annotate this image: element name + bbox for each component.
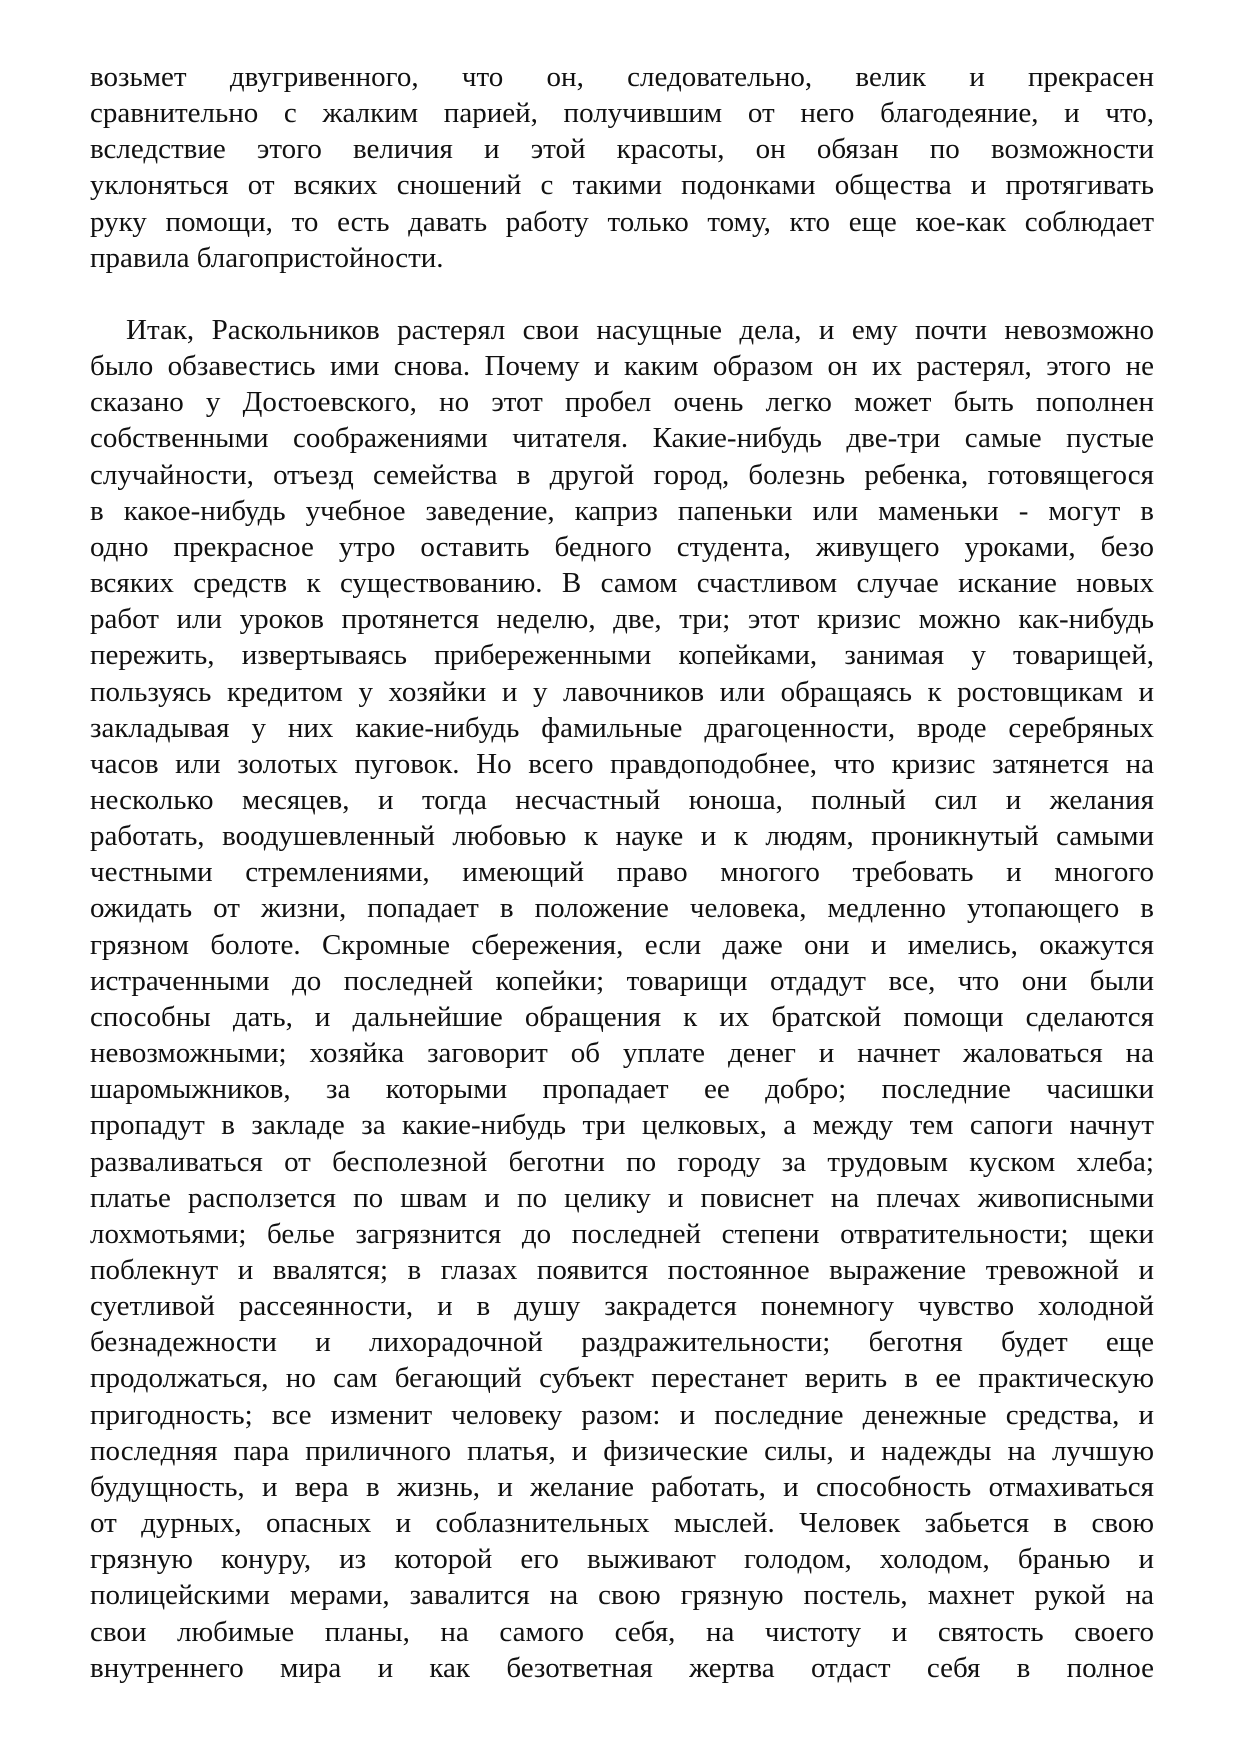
text-line: всяких средств к существованию. В самом счастливом случае искание новых (90, 567, 1154, 600)
paragraph-2 (90, 312, 1154, 1686)
text-line: руку помощи, то есть давать работу только тому, кто еще кое-как соблюдает (90, 205, 1154, 238)
text-line: честными стремлениями, имеющий право многого требовать и многого (90, 856, 1154, 889)
paragraph-gap (90, 276, 1154, 312)
text-line: полицейскими мерами, завалится на свою грязную постель, махнет рукой на (90, 1579, 1154, 1612)
text-line: свои любимые планы, на самого себя, на чистоту и святость своего (90, 1615, 1154, 1648)
text-line: платье расползется по швам и по целику и повиснет на плечах живописными (90, 1181, 1154, 1214)
text-line: одно прекрасное утро оставить бедного студента, живущего уроками, безо (90, 530, 1154, 563)
text-line: случайности, отъезд семейства в другой город, болезнь ребенка, готовящегося (90, 458, 1154, 491)
text-line: будущность, и вера в жизнь, и желание работать, и способность отмахиваться (90, 1470, 1154, 1503)
document-page (90, 59, 1154, 1686)
text-line: безнадежности и лихорадочной раздражительности; беготня будет еще (90, 1326, 1154, 1359)
text-line: вследствие этого величия и этой красоты, он обязан по возможности (90, 133, 1154, 166)
text-line: пережить, извертываясь прибереженными копейками, занимая у товарищей, (90, 639, 1154, 672)
text-line: поблекнут и ввалятся; в глазах появится постоянное выражение тревожной и (90, 1254, 1154, 1286)
text-line: было обзавестись ими снова. Почему и каким образом он их растерял, этого не (90, 350, 1154, 383)
text-line: невозможными; хозяйка заговорит об уплате денег и начнет жаловаться на (90, 1037, 1154, 1070)
text-line: способны дать, и дальнейшие обращения к их братской помощи сделаются (90, 1000, 1154, 1033)
paragraph-1 (90, 59, 1154, 276)
text-line: сравнительно с жалким парией, получившим от него благодеяние, и что, (90, 97, 1154, 130)
text-line: шаромыжников, за которыми пропадает ее добро; последние часишки (90, 1073, 1154, 1106)
text-line: закладывая у них какие-нибудь фамильные драгоценности, вроде серебряных (90, 711, 1154, 744)
text-line: собственными соображениями читателя. Какие-нибудь две-три самые пустые (90, 422, 1154, 455)
text-line: пользуясь кредитом у хозяйки и у лавочников или обращаясь к ростовщикам и (90, 675, 1154, 708)
text-line: истраченными до последней копейки; товарищи отдадут все, что они были (90, 964, 1154, 997)
text-line: грязную конуру, из которой его выживают голодом, холодом, бранью и (90, 1543, 1154, 1576)
text-line: несколько месяцев, и тогда несчастный юноша, полный сил и желания (90, 783, 1154, 816)
text-line: правила благопристойности. (90, 241, 444, 274)
text-line: продолжаться, но сам бегающий субъект перестанет верить в ее практическую (90, 1362, 1154, 1395)
text-line: внутреннего мира и как безответная жертва отдаст себя в полное (90, 1651, 1154, 1684)
text-line: ожидать от жизни, попадает в положение человека, медленно утопающего в (90, 892, 1154, 925)
text-line: разваливаться от бесполезной беготни по городу за трудовым куском хлеба; (90, 1145, 1154, 1178)
text-line: грязном болоте. Скромные сбережения, если даже они и имелись, окажутся (90, 928, 1154, 961)
text-line: пропадут в закладе за какие-нибудь три целковых, а между тем сапоги начнут (90, 1109, 1154, 1142)
text-line: лохмотьями; белье загрязнится до последней степени отвратительности; щеки (90, 1217, 1154, 1250)
text-line: Итак, Раскольников растерял свои насущные дела, и ему почти невозможно (126, 313, 1154, 346)
text-line: работ или уроков протянется неделю, две, три; этот кризис можно как-нибудь (90, 603, 1154, 636)
text-line: в какое-нибудь учебное заведение, каприз папеньки или маменьки - могут в (90, 494, 1154, 527)
text-line: последняя пара приличного платья, и физические силы, и надежды на лучшую (90, 1434, 1154, 1467)
text-line: работать, воодушевленный любовью к науке и к людям, проникнутый самыми (90, 820, 1154, 853)
text-line: сказано у Достоевского, но этот пробел очень легко может быть пополнен (90, 386, 1154, 419)
text-line: пригодность; все изменит человеку разом: и последние денежные средства, и (90, 1398, 1154, 1431)
text-line: суетливой рассеянности, и в душу закрадется понемногу чувство холодной (90, 1290, 1154, 1323)
text-line: от дурных, опасных и соблазнительных мыслей. Человек забьется в свою (90, 1507, 1154, 1540)
text-line: часов или золотых пуговок. Но всего правдоподобнее, что кризис затянется на (90, 747, 1154, 780)
text-line: возьмет двугривенного, что он, следовательно, велик и прекрасен (90, 61, 1154, 93)
text-line: уклоняться от всяких сношений с такими подонками общества и протягивать (90, 169, 1154, 202)
